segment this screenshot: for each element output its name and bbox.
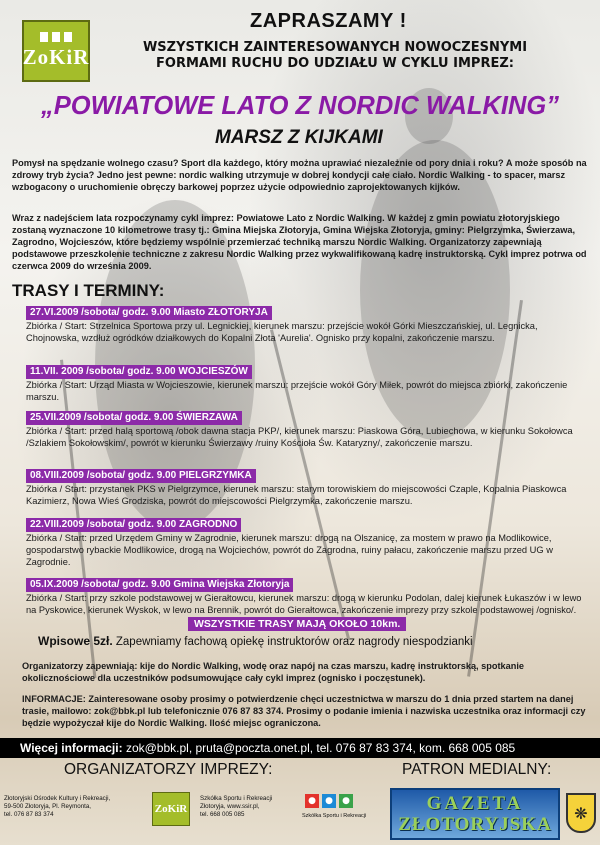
invite-line-1: WSZYSTKICH ZAINTERESOWANYCH NOWOCZESNYMI [142, 40, 528, 55]
sport-school-logo [305, 794, 353, 808]
organizers-heading: ORGANIZATORZY IMPREZY: [64, 761, 273, 778]
route-date-badge: 11.VII. 2009 /sobota/ godz. 9.00 WOJCIESZÓW [26, 365, 252, 379]
organizer-name: Złotoryjski Ośrodek Kultury i Rekreacji, [4, 795, 111, 802]
route-date-badge: 08.VIII.2009 /sobota/ godz. 9.00 PIELGRZYMKA [26, 469, 256, 483]
route-description: Zbiórka / Start: przy szkole podstawowej w Gierałtowcu, kierunek marszu: drogą w kierunku Podolan, dalej kierunek Łukaszów i w lewo na Pyskowice, kierunek Wyskok, w lewo na Brennik, powrót do Gierałtowca, zakończenie imprezy przy szkole podstawowej /ognisko/. [26, 593, 582, 615]
organizer-ssir-info [200, 795, 272, 819]
castle-icon [40, 32, 72, 42]
patron-name-line1: GAZETA [426, 793, 524, 814]
route-event [26, 572, 586, 616]
event-subtitle: MARSZ Z KIJKAMI [215, 127, 383, 148]
organizer-address: Złotoryja, www.ssir.pl, [200, 803, 260, 810]
route-date-badge: 25.VII.2009 /sobota/ godz. 9.00 ŚWIERZAWA [26, 411, 242, 425]
organizers-provide-text: Organizatorzy zapewniają: kije do Nordic Walking, wodę oraz napój na czas marszu, kadrę instruktorską, spotkanie okolicznościowe dla uczestników podsumowujące cały cykl imprez (ognisko i poczęstunek). [22, 661, 525, 683]
invite-line-2: FORMAMI RUCHU DO UDZIAŁU W CYKLU IMPREZ: [156, 56, 514, 71]
information-text: INFORMACJE: Zainteresowane osoby prosimy o potwierdzenie chęci uczestnictwa w marszu do 1 dnia przed startem na danej trasie, mailowo: zok@bbk.pl lub telefonicznie 076 87 83 374. Prosimy o podanie imienia i nazwiska uczestnika oraz informacji czy będzie wypożyczał kije do Nordic Walking. Ilość miejsc ograniczona. [22, 694, 586, 728]
entry-fee-label: Wpisowe 5zł. [38, 634, 113, 648]
contact-details: zok@bbk.pl, pruta@poczta.onet.pl, tel. 076 87 83 374, kom. 668 005 085 [125, 741, 516, 755]
organizer-zokir-info [4, 795, 110, 819]
intro-paragraph-1: Pomysł na spędzanie wolnego czasu? Sport dla każdego, który można uprawiać niezależnie od pory dnia i roku? A może sposób na zdrowy tryb życia? Jedno jest pewne: nordic walking utrzymuje w dobrej kondycji całe ciało. Nordic Walking - to spacer, marsz wzbogacony o uruchomienie obręczy barkowej poprzez użycie odpowiednio zaprojektowanych kijków. [12, 158, 587, 192]
route-event [26, 463, 586, 507]
gazeta-zlotoryjska-logo [390, 788, 560, 840]
route-description: Zbiórka / Start: Strzelnica Sportowa przy ul. Legnickiej, kierunek marszu: przejście wokół Górki Mieszczańskiej, ul. Legnicka, Chojnowska, wzdłuż ogródków działkowych do Kopalni Złota 'Aurelia'. Ognisko przy kopalni, zakończenie marszu. [26, 321, 538, 343]
contact-label: Więcej informacji: [20, 741, 123, 755]
zokir-logo [22, 20, 90, 82]
sport-school-caption: Szkółka Sportu i Rekreacji [302, 813, 367, 819]
organizer-phone: tel. 668 005 085 [200, 811, 245, 818]
contact-bar [0, 738, 600, 758]
route-event [26, 359, 586, 403]
intro-paragraph-2: Wraz z nadejściem lata rozpoczynamy cykl imprez: Powiatowe Lato z Nordic Walking. W każdej z gmin powiatu złotoryjskiego zostaną wyznaczone 10 kilometrowe trasy tj.: Gmina Miejska Złotoryja, Gmina Wiejska Złotoryja, gminy: Pielgrzymka, Świerzawa, Zagrodno, Wojcieszów, które będziemy wspólnie przemierzać techniką marszu Nordic Walking. Organizatorzy zapewniają podstawowe przeszkolenie techniczne z zakresu Nordic Walking przez wykwalifikowaną kadrę instruktorską. Cykl imprez potrwa od czerwca 2009 do września 2009. [12, 213, 587, 271]
runner-icon: ● [305, 794, 319, 808]
distance-banner: WSZYSTKIE TRASY MAJĄ OKOŁO 10km. [188, 617, 406, 631]
routes-heading: TRASY I TERMINY: [12, 281, 165, 300]
organizer-name: Szkółka Sportu i Rekreacji [200, 795, 273, 802]
route-event [26, 300, 586, 344]
logo-text: ZoKiR [22, 45, 90, 69]
swimmer-icon: ● [322, 794, 336, 808]
route-description: Zbiórka / Start: przed Urzędem Gminy w Zagrodnie, kierunek marszu: drogą na Olszanicę, za mostem w prawo na Modlikowice, gospodarstwo rybackie Modlikowice, drogą na Wojciechów, powrót do Zagrodna, ruiny pałacu, zakończenie marszu przed UG w Zagrodnie. [26, 533, 553, 567]
patron-name-line2: ZŁOTORYJSKA [398, 814, 552, 835]
entry-fee-text: Zapewniamy fachową opiekę instruktorów oraz nagrody niespodzianki [115, 636, 473, 648]
route-description: Zbiórka / Start: przed halą sportową /obok dawna stacja PKP/, kierunek marszu: Piaskowa Góra, Lubiechowa, w kierunku Sokołowca /Szlakiem Sokołowskim/, powrót w kierunku Świerzawy /ruiny Kościoła Św. Kataryzny/, zakończenie marszu. [26, 426, 573, 448]
route-description: Zbiórka / Start: przystanek PKS w Pielgrzymce, kierunek marszu: starym torowiskiem do miejscowości Czaple, Kopalnia Piaskowca Kazimierz, Nowa Wieś Grodziska, powrót do miejscowości Pielgrzymka, zakończenie marszu. [26, 484, 567, 506]
route-description: Zbiórka / Start: Urząd Miasta w Wojcieszowie, kierunek marszu: przejście wokół Góry Miłek, powrót do miejsca zbiórki, zakończenie marszu. [26, 380, 568, 402]
route-date-badge: 05.IX.2009 /sobota/ godz. 9.00 Gmina Wiejska Złotoryja [26, 578, 293, 592]
event-series-title: „POWIATOWE LATO Z NORDIC WALKING” [41, 92, 559, 120]
route-date-badge: 27.VI.2009 /sobota/ godz. 9.00 Miasto ZŁOTORYJA [26, 306, 272, 320]
route-event [26, 512, 586, 568]
zokir-small-logo: ZoKiR [152, 792, 190, 826]
athlete-icon: ● [339, 794, 353, 808]
entry-fee-line [38, 634, 473, 648]
invitation-text [100, 40, 570, 72]
patron-heading: PATRON MEDIALNY: [402, 761, 552, 778]
route-date-badge: 22.VIII.2009 /sobota/ godz. 9.00 ZAGRODNO [26, 518, 241, 532]
organizer-phone: tel. 076 87 83 374 [4, 811, 54, 818]
eagle-crest-icon: ❋ [566, 793, 596, 833]
organizer-address: 59-500 Złotoryja, Pl. Reymonta, [4, 803, 92, 810]
page-title: ZAPRASZAMY ! [250, 10, 407, 32]
footer-sponsors [0, 785, 600, 845]
route-event [26, 405, 586, 449]
